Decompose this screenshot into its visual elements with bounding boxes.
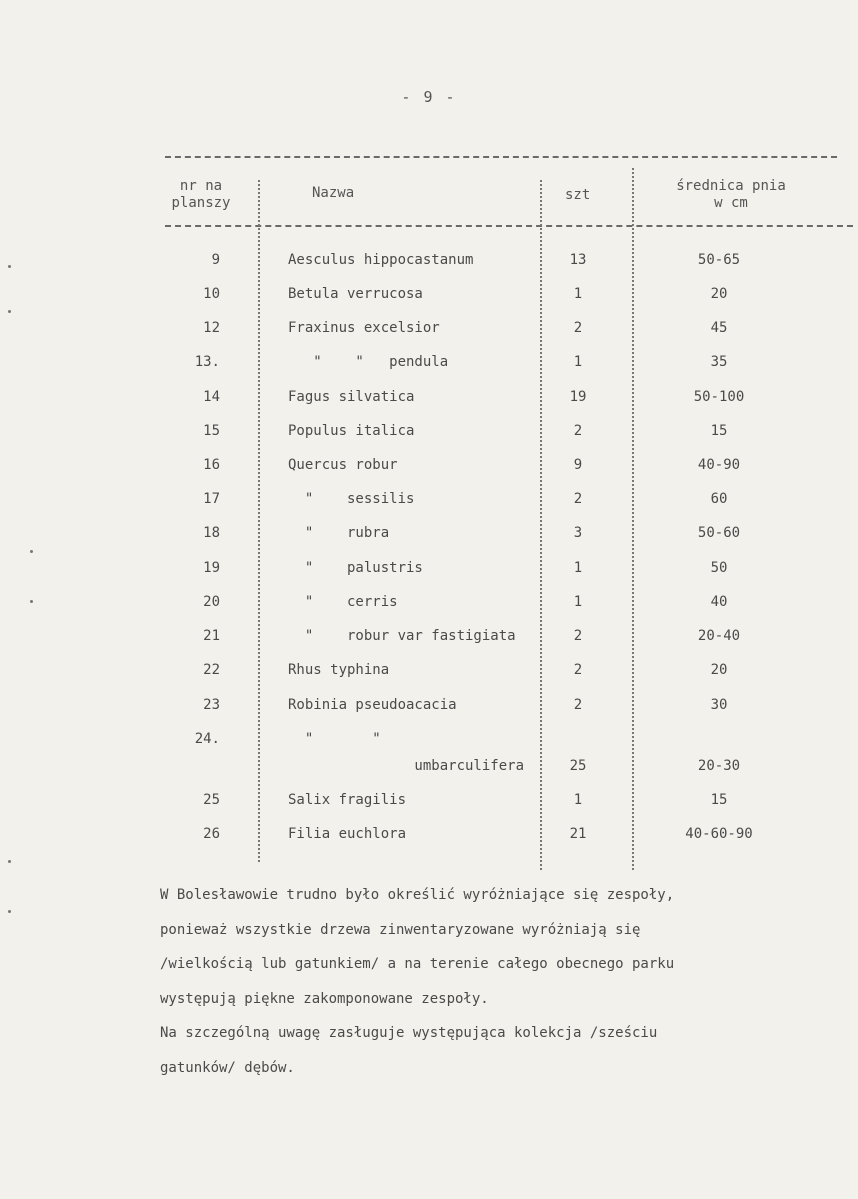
count: 3 (573, 525, 583, 541)
count: 2 (573, 697, 583, 713)
diameter: 20 (710, 286, 728, 302)
row-number: 13. (194, 354, 220, 370)
diameter: 30 (710, 697, 728, 713)
species-name: " " pendula (288, 354, 449, 370)
table-row (0, 320, 858, 344)
count: 2 (573, 628, 583, 644)
row-number: 9 (211, 252, 220, 268)
count: 2 (573, 320, 583, 336)
scan-mark (8, 860, 11, 863)
table-row (0, 491, 858, 515)
scan-mark (30, 550, 33, 553)
diameter: 50 (710, 560, 728, 576)
count: 1 (573, 560, 583, 576)
count: 1 (573, 354, 583, 370)
header-nr-line2: planszy (171, 195, 231, 211)
row-number: 17 (203, 491, 220, 507)
species-name: Salix fragilis (288, 792, 407, 808)
paragraph-line: Na szczególną uwagę zasługuje występująca kolekcja /sześciu (160, 1025, 658, 1041)
table-top-rule (165, 156, 837, 158)
diameter: 50-60 (697, 525, 741, 541)
species-name: " palustris (288, 560, 423, 576)
row-number: 26 (203, 826, 220, 842)
row-number: 15 (203, 423, 220, 439)
page-number: - 9 - (401, 88, 457, 106)
diameter: 35 (710, 354, 728, 370)
header-name: Nazwa (312, 185, 355, 201)
species-name: Quercus robur (288, 457, 398, 473)
table-row (0, 457, 858, 481)
count: 13 (569, 252, 587, 268)
row-number: 21 (203, 628, 220, 644)
table-row (0, 792, 858, 816)
row-number: 24. (194, 731, 220, 747)
header-diameter (646, 178, 816, 212)
scan-mark (8, 265, 11, 268)
count: 21 (569, 826, 587, 842)
paragraph-line: W Bolesławowie trudno było określić wyróżniające się zespoły, (160, 887, 675, 903)
species-name: Fraxinus excelsior (288, 320, 440, 336)
count: 19 (569, 389, 587, 405)
species-name: " cerris (288, 594, 398, 610)
species-name: " sessilis (288, 491, 415, 507)
scan-mark (30, 600, 33, 603)
diameter: 40-60-90 (685, 826, 753, 842)
species-name: umbarculifera (288, 758, 525, 774)
header-diameter-line2: w cm (714, 195, 748, 211)
table-row (0, 354, 858, 378)
diameter: 20-40 (697, 628, 741, 644)
table-row (0, 525, 858, 549)
diameter: 40-90 (697, 457, 741, 473)
row-number: 18 (203, 525, 220, 541)
species-name: Populus italica (288, 423, 415, 439)
table-row (0, 826, 858, 850)
diameter: 40 (710, 594, 728, 610)
table-row (0, 389, 858, 413)
row-number: 23 (203, 697, 220, 713)
body-text (160, 878, 820, 1085)
header-szt: szt (565, 187, 591, 203)
paragraph-line: gatunków/ dębów. (160, 1059, 295, 1076)
header-nr (160, 178, 242, 212)
paragraph-line: /wielkością lub gatunkiem/ a na terenie całego obecnego parku (160, 956, 675, 972)
table-row (0, 594, 858, 618)
count: 9 (573, 457, 583, 473)
count: 2 (573, 423, 583, 439)
species-name: Filia euchlora (288, 826, 407, 842)
diameter: 45 (710, 320, 728, 336)
diameter: 15 (710, 423, 728, 439)
table-row (0, 423, 858, 447)
paragraph-line: występują piękne zakomponowane zespoły. (160, 990, 489, 1007)
header-nr-line1: nr na (179, 178, 223, 194)
table-row (0, 758, 858, 782)
diameter: 50-100 (693, 389, 745, 405)
table-header-rule (165, 225, 853, 227)
count: 25 (569, 758, 587, 774)
count: 1 (573, 792, 583, 808)
table-row (0, 697, 858, 721)
species-name: Aesculus hippocastanum (288, 252, 474, 268)
table-row (0, 628, 858, 652)
row-number: 10 (203, 286, 220, 302)
count: 2 (573, 491, 583, 507)
row-number: 14 (203, 389, 220, 405)
row-number: 12 (203, 320, 220, 336)
count: 1 (573, 594, 583, 610)
species-name: Rhus typhina (288, 662, 390, 678)
diameter: 20-30 (697, 758, 741, 774)
species-name: " rubra (288, 525, 390, 541)
row-number: 25 (203, 792, 220, 808)
table-row (0, 560, 858, 584)
species-name: " robur var fastigiata (288, 628, 516, 644)
row-number: 22 (203, 662, 220, 678)
diameter: 60 (710, 491, 728, 507)
diameter: 20 (710, 662, 728, 678)
row-number: 20 (203, 594, 220, 610)
species-name: Betula verrucosa (288, 286, 423, 302)
diameter: 15 (710, 792, 728, 808)
scan-mark (8, 310, 11, 313)
count: 1 (573, 286, 583, 302)
table-row (0, 252, 858, 276)
species-name: Fagus silvatica (288, 389, 415, 405)
paragraph-line: ponieważ wszystkie drzewa zinwentaryzowane wyróżniają się (160, 921, 641, 938)
species-name: Robinia pseudoacacia (288, 697, 457, 713)
scan-mark (8, 910, 11, 913)
row-number: 19 (203, 560, 220, 576)
table-row (0, 731, 858, 755)
row-number: 16 (203, 457, 220, 473)
diameter: 50-65 (697, 252, 741, 268)
species-name: " " (288, 731, 381, 747)
table-row (0, 662, 858, 686)
count: 2 (573, 662, 583, 678)
header-diameter-line1: średnica pnia (676, 178, 786, 194)
table-row (0, 286, 858, 310)
